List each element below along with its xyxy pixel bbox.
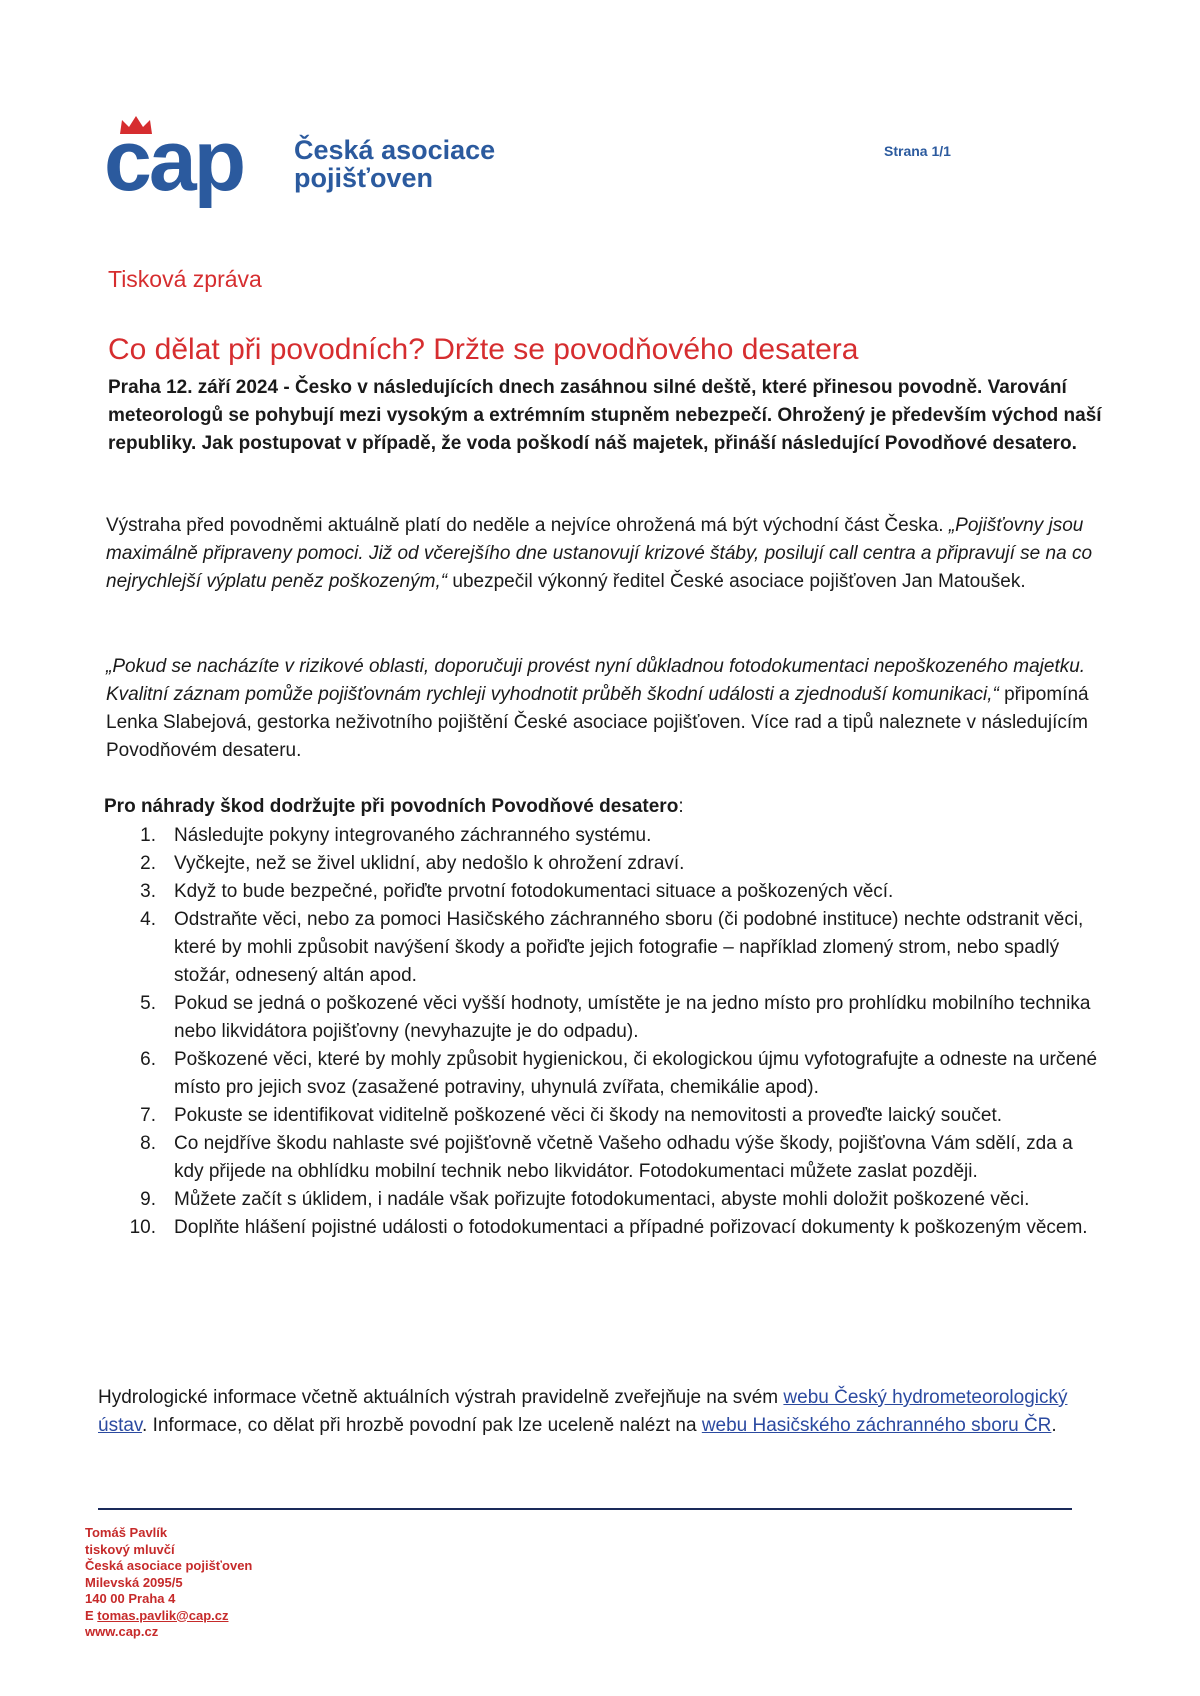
closing-text-2: . Informace, co dělat při hrozbě povodní pak lze uceleně nalézt na xyxy=(142,1415,697,1436)
list-item xyxy=(104,990,1104,1046)
list-item-text: Když to bude bezpečné, pořiďte prvotní fotodokumentaci situace a poškozených věcí. xyxy=(174,881,894,902)
list-item-number: 3. xyxy=(140,881,156,902)
contact-email-row xyxy=(85,1608,252,1625)
list-item-number: 7. xyxy=(140,1105,156,1126)
list-heading-text: Pro náhrady škod dodržujte při povodních Povodňové desatero xyxy=(104,796,679,817)
list-item-number: 6. xyxy=(140,1049,156,1070)
closing-paragraph xyxy=(98,1384,1108,1440)
list-item-number: 2. xyxy=(140,853,156,874)
list-item xyxy=(104,1186,1104,1214)
footer-divider xyxy=(98,1508,1072,1510)
list-item xyxy=(104,850,1104,878)
list-item-number: 4. xyxy=(140,909,156,930)
list-item xyxy=(104,906,1104,990)
document-label: Tisková zpráva xyxy=(108,266,262,292)
contact-email-prefix: E xyxy=(85,1607,94,1623)
page-number: Strana 1/1 xyxy=(884,143,951,159)
list-item-text: Pokuste se identifikovat viditelně poškozené věci či škody na nemovitosti a proveďte laický součet. xyxy=(174,1105,1003,1126)
list-item xyxy=(104,822,1104,850)
contact-email-link[interactable]: tomas.pavlik@cap.cz xyxy=(97,1607,229,1623)
list-heading-suffix: : xyxy=(678,796,684,817)
contact-role: tiskový mluvčí xyxy=(85,1541,175,1557)
list-item xyxy=(104,1046,1104,1102)
list-item xyxy=(104,1214,1104,1242)
logo-name-line1: Česká asociace xyxy=(294,135,496,165)
list-item xyxy=(104,1102,1104,1130)
list-item-text: Poškozené věci, které by mohly způsobit hygienickou, či ekologickou újmu vyfotografujte a odneste na určené místo pro jejich svoz (zasažené potraviny, uhynulá zvířata, chemikálie apod). xyxy=(174,1049,1098,1098)
list-item-text: Pokud se jedná o poškozené věci vyšší hodnoty, umístěte je na jedno místo pro prohlídku mobilního technika nebo likvidátora pojišťovny (nevyhazujte je do odpadu). xyxy=(174,993,1091,1042)
closing-text-3: . xyxy=(1051,1415,1057,1436)
hzs-link[interactable]: webu Hasičského záchranného sboru ČR xyxy=(701,1415,1052,1436)
company-logo xyxy=(104,113,534,210)
list-item-text: Odstraňte věci, nebo za pomoci Hasičského záchranného sboru (či podobné instituce) nechte odstranit věci, které by mohli způsobit navýšení škody a pořiďte jejich fotografie – například zlomený strom, nebo spadlý stožár, odnesený altán apod. xyxy=(174,909,1084,986)
paragraph-2-quote: „Pokud se nacházíte v rizikové oblasti, doporučuji provést nyní důkladnou fotodokumentaci nepoškozeného majetku. Kvalitní záznam pomůže pojišťovnám rychleji vyhodnotit průběh škodní události a zjednoduší komunikaci,“ xyxy=(106,656,1086,705)
paragraph-1-intro: Výstraha před povodněmi aktuálně platí do neděle a nejvíce ohrožená má být východní část Česka. xyxy=(106,515,944,536)
list-item-text: Následujte pokyny integrovaného záchranného systému. xyxy=(174,825,652,846)
list-heading xyxy=(104,793,684,821)
chmi-link[interactable]: webu Český hydrometeorologický ústav xyxy=(98,1387,1068,1436)
list-item-text: Můžete začít s úklidem, i nadále však pořizujte fotodokumentaci, abyste mohli doložit poškozené věci. xyxy=(174,1189,1030,1210)
paragraph-1-attribution: ubezpečil výkonný ředitel České asociace pojišťoven Jan Matoušek. xyxy=(452,571,1026,592)
contact-organization: Česká asociace pojišťoven xyxy=(85,1558,253,1573)
paragraph-1-quote: „Pojišťovny jsou maximálně připraveny pomoci. Již od včerejšího dne ustanovují krizové štáby, posilují call centra a připravují se na co nejrychlejší výplatu peněz poškozeným,“ xyxy=(106,515,1093,592)
list-item-text: Vyčkejte, než se živel uklidní, aby nedošlo k ohrožení zdraví. xyxy=(174,853,685,874)
logo-company-name xyxy=(294,136,495,192)
list-item xyxy=(104,878,1104,906)
contact-street: Milevská 2095/5 xyxy=(85,1574,183,1590)
list-item-number: 5. xyxy=(140,993,156,1014)
paragraph-1 xyxy=(106,512,1106,596)
flood-rules-list xyxy=(104,822,1104,1242)
contact-website[interactable]: www.cap.cz xyxy=(85,1624,159,1639)
paragraph-2 xyxy=(106,653,1106,765)
list-item-number: 8. xyxy=(140,1133,156,1154)
list-item-text: Co nejdříve škodu nahlaste své pojišťovně včetně Vašeho odhadu výše škody, pojišťovna Vám sdělí, zda a kdy přijede na obhlídku mobilní technik nebo likvidátor. Fotodokumentaci můžete zaslat později. xyxy=(174,1133,1073,1182)
list-item-text: Doplňte hlášení pojistné události o fotodokumentaci a případné pořizovací dokumenty k poškozeným věcem. xyxy=(174,1217,1088,1238)
logo-name-line2: pojišťoven xyxy=(294,163,433,193)
closing-text-1: Hydrologické informace včetně aktuálních výstrah pravidelně zveřejňuje na svém xyxy=(98,1387,779,1408)
list-item-number: 9. xyxy=(140,1189,156,1210)
document-title: Co dělat při povodních? Držte se povodňového desatera xyxy=(108,333,859,366)
logo-wordmark: cap xyxy=(104,113,244,209)
list-item xyxy=(104,1130,1104,1186)
contact-name: Tomáš Pavlík xyxy=(85,1525,168,1540)
contact-city: 140 00 Praha 4 xyxy=(85,1591,176,1606)
paragraph-2-attribution: připomíná Lenka Slabejová, gestorka neživotního pojištění České asociace pojišťoven. Více rad a tipů naleznete v následujícím Povodňovém desateru. xyxy=(106,684,1089,761)
contact-block xyxy=(85,1525,252,1641)
lead-paragraph: Praha 12. září 2024 - Česko v následujících dnech zasáhnou silné deště, které přinesou povodně. Varování meteorologů se pohybují mezi vysokým a extrémním stupněm nebezpečí. Ohrožený je především východ naší republiky. Jak postupovat v případě, že voda poškodí náš majetek, přináší následující Povodňové desatero. xyxy=(108,377,1102,454)
list-item-number: 1. xyxy=(140,825,156,846)
list-item-number: 10. xyxy=(129,1217,156,1238)
